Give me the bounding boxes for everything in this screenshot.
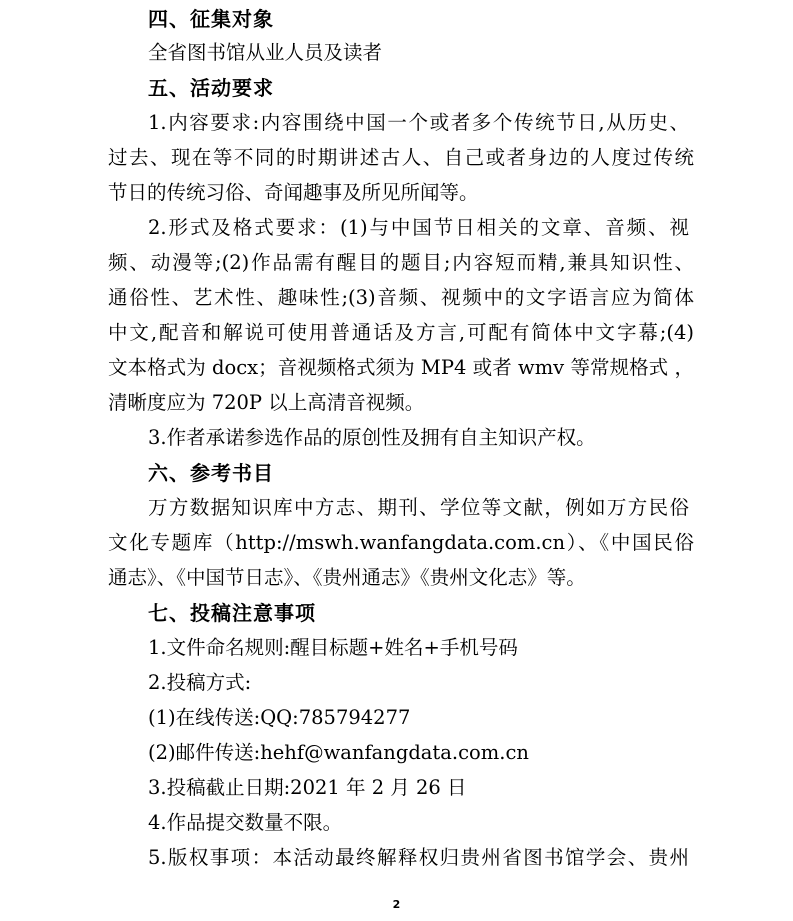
- paragraph-line: 通志》、《中国节日志》、《贵州通志》《贵州文化志》等。: [108, 566, 586, 589]
- paragraph-line: 1.内容要求:内容围绕中国一个或者多个传统节日,从历史、: [148, 111, 689, 134]
- paragraph-line: 通俗性、艺术性、趣味性;(3)音频、视频中的文字语言应为简体: [108, 286, 694, 309]
- page-number: 2: [392, 898, 401, 911]
- paragraph-line: 清晰度应为 720P 以上高清音视频。: [108, 391, 425, 414]
- section-heading-6: 六、参考书目: [148, 461, 274, 485]
- paragraph-line: 文本格式为 docx；音视频格式须为 MP4 或者 wmv 等常规格式 ，: [108, 356, 694, 379]
- paragraph-line: 5.版权事项：本活动最终解释权归贵州省图书馆学会、贵州: [148, 846, 689, 869]
- paragraph-line: 文化专题库（http://mswh.wanfangdata.com.cn）、《中国民俗: [108, 531, 694, 554]
- paragraph-line: 3.投稿截止日期:2021 年 2 月 26 日: [148, 776, 467, 799]
- paragraph-line: 3.作者承诺参选作品的原创性及拥有自主知识产权。: [148, 426, 596, 449]
- paragraph-line: 2.投稿方式:: [148, 671, 252, 694]
- section-heading-4: 四、征集对象: [148, 7, 274, 31]
- paragraph-line: 全省图书馆从业人员及读者: [148, 41, 383, 64]
- section-heading-5: 五、活动要求: [148, 76, 274, 100]
- paragraph-line: 2.形式及格式要求：(1)与中国节日相关的文章、音频、视: [148, 216, 689, 239]
- paragraph-line: 频、动漫等;(2)作品需有醒目的题目;内容短而精,兼具知识性、: [108, 251, 694, 274]
- paragraph-line: (1)在线传送:QQ:785794277: [148, 706, 411, 729]
- paragraph-line: (2)邮件传送:hehf@wanfangdata.com.cn: [148, 741, 529, 764]
- paragraph-line: 1.文件命名规则:醒目标题+姓名+手机号码: [148, 636, 518, 659]
- paragraph-line: 过去、现在等不同的时期讲述古人、自己或者身边的人度过传统: [108, 146, 694, 169]
- paragraph-line: 4.作品提交数量不限。: [148, 811, 343, 834]
- paragraph-line: 节日的传统习俗、奇闻趣事及所见所闻等。: [108, 181, 479, 204]
- section-heading-7: 七、投稿注意事项: [148, 601, 316, 625]
- paragraph-line: 万方数据知识库中方志、期刊、学位等文献，例如万方民俗: [148, 496, 689, 519]
- paragraph-line: 中文,配音和解说可使用普通话及方言,可配有简体中文字幕;(4): [108, 321, 694, 344]
